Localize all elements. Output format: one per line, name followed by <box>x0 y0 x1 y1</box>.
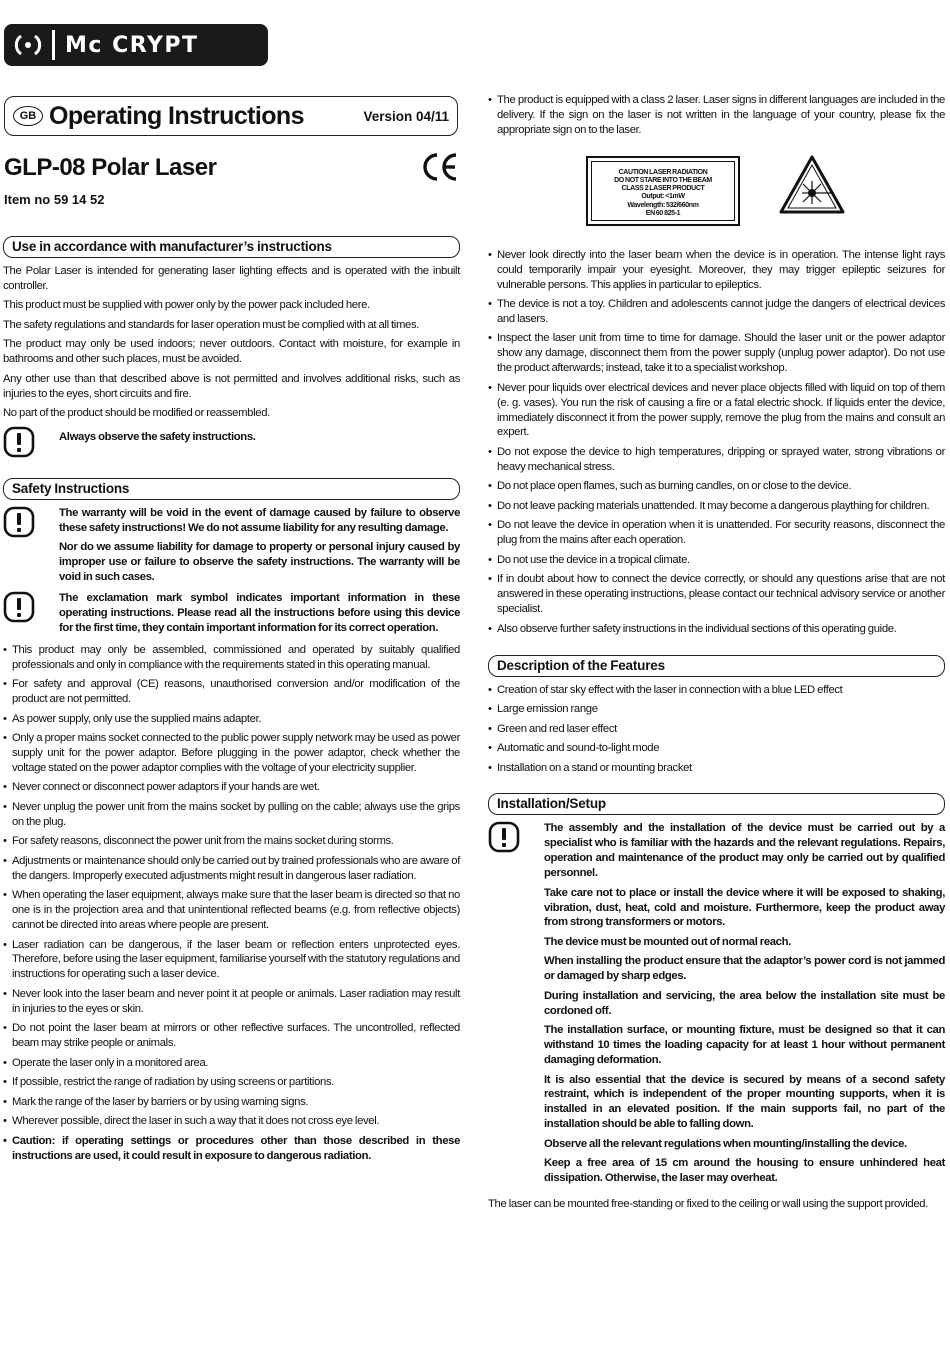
laser-hazard-icon <box>778 154 846 221</box>
list-item: • Do not use the device in a tropical climate. <box>488 553 945 568</box>
exclamation-icon <box>3 506 59 590</box>
list-item: • Do not expose the device to high temperatures, dripping or sprayed water, strong vibrations or heavy mechanical stress. <box>488 445 945 475</box>
list-item: • Inspect the laser unit from time to time for damage. Should the laser unit or the power adaptor show any damage, disconnect them from the power supply (unplug power adaptor). Do not use the product afterwards; instead, take it to a specialist workshop. <box>488 331 945 376</box>
list-item: • Automatic and sound-to-light mode <box>488 741 945 756</box>
version-label: Version 04/11 <box>363 108 449 124</box>
use-paragraph: Any other use than that described above is not permitted and involves additional risks, such as injuries to the eyes, short circuits and fire. <box>3 372 460 400</box>
page-title: Operating Instructions <box>49 101 304 130</box>
section-heading-features: Description of the Features <box>488 655 945 677</box>
list-item: • If possible, restrict the range of radiation by using screens or partitions. <box>3 1075 460 1090</box>
list-item: • Never pour liquids over electrical devices and never place objects filled with liquid on top of them (e. g. vases). You run the risk of causing a fire or a fatal electric shock. If liquids enter the device, immediately disconnect it from the power supply, remove the plug from the mains and consult an expert. <box>488 381 945 441</box>
list-item: • If in doubt about how to connect the device correctly, or should any questions arise that are not answered in these operating instructions, please contact our technical advisory service or another specialist. <box>488 572 945 617</box>
features-list <box>488 683 945 776</box>
list-item: • Mark the range of the laser by barriers or by using warning signs. <box>3 1095 460 1110</box>
list-item: • Green and red laser effect <box>488 722 945 737</box>
warning-text: The assembly and the installation of the device must be carried out by a specialist who is familiar with the hazards and the relevant regulations. Repairs, operation and maintenance of the product may only be carried out by qualified personnel. <box>544 822 945 880</box>
section-heading-safety: Safety Instructions <box>3 478 460 500</box>
list-item: • For safety and approval (CE) reasons, unauthorised conversion and/or modification of the product are not permitted. <box>3 677 460 707</box>
warning-text: It is also essential that the device is secured by means of a second safety restraint, which is independent of the proper mounting supports, when it is installed in an elevated position. If the main supports fail, no part of the installation should be able to falling down. <box>544 1073 945 1131</box>
label-line: CAUTION LASER RADIATION <box>618 168 708 176</box>
label-line: Output: <1mW <box>641 193 685 201</box>
list-item: • The device is not a toy. Children and adolescents cannot judge the dangers of electrical devices and lasers. <box>488 297 945 327</box>
list-item: • Never look into the laser beam and never point it at people or animals. Laser radiation may result in injuries to the eyes or skin. <box>3 987 460 1017</box>
list-item: • Never connect or disconnect power adaptors if your hands are wet. <box>3 780 460 795</box>
warning-text: Keep a free area of 15 cm around the housing to ensure unhindered heat dissipation. Otherwise, the laser may overheat. <box>544 1157 945 1185</box>
section-heading-installation: Installation/Setup <box>488 793 945 815</box>
list-item: • Only a proper mains socket connected to the public power supply network may be used as power supply unit for the power adaptor. Before plugging in the power adaptor, check whether the voltage stated on the power adaptor complies with the voltage of your electricity supplier. <box>3 731 460 776</box>
warning-text: Nor do we assume liability for damage to property or personal injury caused by improper use or failure to observe the safety instructions. The warranty will be void in such cases. <box>59 541 460 583</box>
right-bullet-list <box>488 248 945 637</box>
label-line: DO NOT STARE INTO THE BEAM <box>614 176 712 184</box>
title-box <box>4 96 458 136</box>
use-paragraph: The Polar Laser is intended for generating laser lighting effects and is operated with the inbuilt controller. <box>3 265 460 292</box>
use-paragraph: The safety regulations and standards for laser operation must be complied with at all times. <box>3 318 420 331</box>
safety-bullet-list <box>3 643 460 1164</box>
exclamation-icon <box>3 426 59 458</box>
laser-signs <box>488 156 945 248</box>
warning-text: The exclamation mark symbol indicates important information in these operating instructions. Please read all the instructions before using this device for the first time, they contain important information for its correct operation. <box>59 592 460 635</box>
use-paragraph: The product may only be used indoors; never outdoors. Contact with moisture, for example in bathrooms and other such places, must be avoided. <box>3 338 460 366</box>
brand-logo <box>4 24 268 66</box>
exclamation-icon <box>3 591 59 640</box>
exclamation-icon <box>488 821 544 1190</box>
list-item: • This product may only be assembled, commissioned and operated by suitably qualified professionals and only in compliance with the requirements stated in this operating manual. <box>3 643 460 673</box>
warning-text: Take care not to place or install the device where it will be exposed to shaking, vibration, dust, heat, cold and moisture. Furthermore, keep the product away from strong transformers or motors. <box>544 886 945 929</box>
warning-text: When installing the product ensure that the adaptor’s power cord is not jammed or damaged by sharp edges. <box>544 955 945 983</box>
warning-block <box>3 591 460 640</box>
list-item: • As power supply, only use the supplied mains adapter. <box>3 712 460 727</box>
use-paragraph: This product must be supplied with power only by the power pack included here. <box>3 299 370 312</box>
right-column <box>488 93 945 1216</box>
left-column <box>3 230 460 1168</box>
use-paragraph: No part of the product should be modified or reassembled. <box>3 407 270 420</box>
list-item: • Do not point the laser beam at mirrors or other reflective surfaces. The uncontrolled, reflected beam may strike people or animals. <box>3 1021 460 1051</box>
list-item: • Do not leave the device in operation when it is unattended. For security reasons, disconnect the plug from the mains after each operation. <box>488 518 945 548</box>
list-item: • For safety reasons, disconnect the power unit from the mains socket during storms. <box>3 834 460 849</box>
list-item: • The product is equipped with a class 2 laser. Laser signs in different languages are included in the delivery. If the sign on the laser is not written in the language of your country, please fix the appropriate sign on to the laser. <box>488 93 945 138</box>
label-line: CLASS 2 LASER PRODUCT <box>621 185 705 193</box>
warning-text: The device must be mounted out of normal reach. <box>544 935 791 948</box>
list-item: • Large emission range <box>488 702 945 717</box>
list-item: • Also observe further safety instructions in the individual sections of this operating guide. <box>488 622 945 637</box>
logo-icon <box>4 24 52 66</box>
list-item: • Creation of star sky effect with the laser in connection with a blue LED effect <box>488 683 945 698</box>
item-number: Item no 59 14 52 <box>4 192 105 207</box>
label-line: Wavelength: 532/660nm <box>627 201 699 209</box>
caution-item: • Caution: if operating settings or procedures other than those described in these instructions are used, it could result in exposure to dangerous radiation. <box>3 1134 460 1164</box>
warning-text: The warranty will be void in the event of damage caused by failure to observe these safety instructions! We do not assume liability for any resulting damage. <box>59 506 460 534</box>
warning-text: The installation surface, or mounting fixture, must be designed so that it can withstand 10 times the loading capacity for at least 1 hour without permanent damaging deformation. <box>544 1024 945 1067</box>
language-badge: GB <box>13 106 43 126</box>
list-item: • Adjustments or maintenance should only be carried out by trained professionals who are aware of the dangers. Improperly executed adjustments might result in dangerous laser radiation. <box>3 854 460 884</box>
list-item: • When operating the laser equipment, always make sure that the laser beam is directed so that no one is in the projection area and that unintentional reflected beams (e.g. from reflective objects) cannot be directed into areas where people are present. <box>3 888 460 933</box>
label-line: EN 60 825-1 <box>645 209 681 217</box>
list-item: • Do not place open flames, such as burning candles, on or close to the device. <box>488 479 945 494</box>
warning-block <box>3 426 460 458</box>
laser-warning-label <box>586 156 740 226</box>
brand-name: Mc CRYPT <box>65 32 199 58</box>
warning-block <box>488 821 945 1190</box>
warning-text: Observe all the relevant regulations when mounting/installing the device. <box>544 1137 907 1150</box>
list-item: • Wherever possible, direct the laser in such a way that it does not cross eye level. <box>3 1114 460 1129</box>
warning-block <box>3 506 460 590</box>
logo-divider <box>52 30 55 60</box>
list-item: • Never unplug the power unit from the mains socket by pulling on the cable; always use the grips on the plug. <box>3 800 460 830</box>
product-name: GLP-08 Polar Laser <box>4 154 217 181</box>
warning-text: Always observe the safety instructions. <box>59 430 256 443</box>
list-item: • Installation on a stand or mounting bracket <box>488 761 945 776</box>
list-item: • Never look directly into the laser beam when the device is in operation. The intense light rays could temporarily impair your eyesight. Moreover, they may trigger epileptic seizures for vulnerable persons. This applies in particular to epileptics. <box>488 248 945 293</box>
list-item: • Laser radiation can be dangerous, if the laser beam or reflection enters unprotected eyes. Therefore, before using the laser equipment, familiarise yourself with the statutory regulations and instructions for operating such a laser device. <box>3 938 460 983</box>
list-item: • Do not leave packing materials unattended. It may become a dangerous plaything for children. <box>488 499 945 514</box>
ce-mark-icon <box>420 150 460 189</box>
list-item: • Operate the laser only in a monitored area. <box>3 1056 460 1071</box>
warning-text: During installation and servicing, the area below the installation site must be cordoned off. <box>544 989 945 1017</box>
section-heading-use: Use in accordance with manufacturer’s instructions <box>3 236 460 258</box>
installation-footer-text: The laser can be mounted free-standing or fixed to the ceiling or wall using the support provided. <box>488 1197 928 1210</box>
